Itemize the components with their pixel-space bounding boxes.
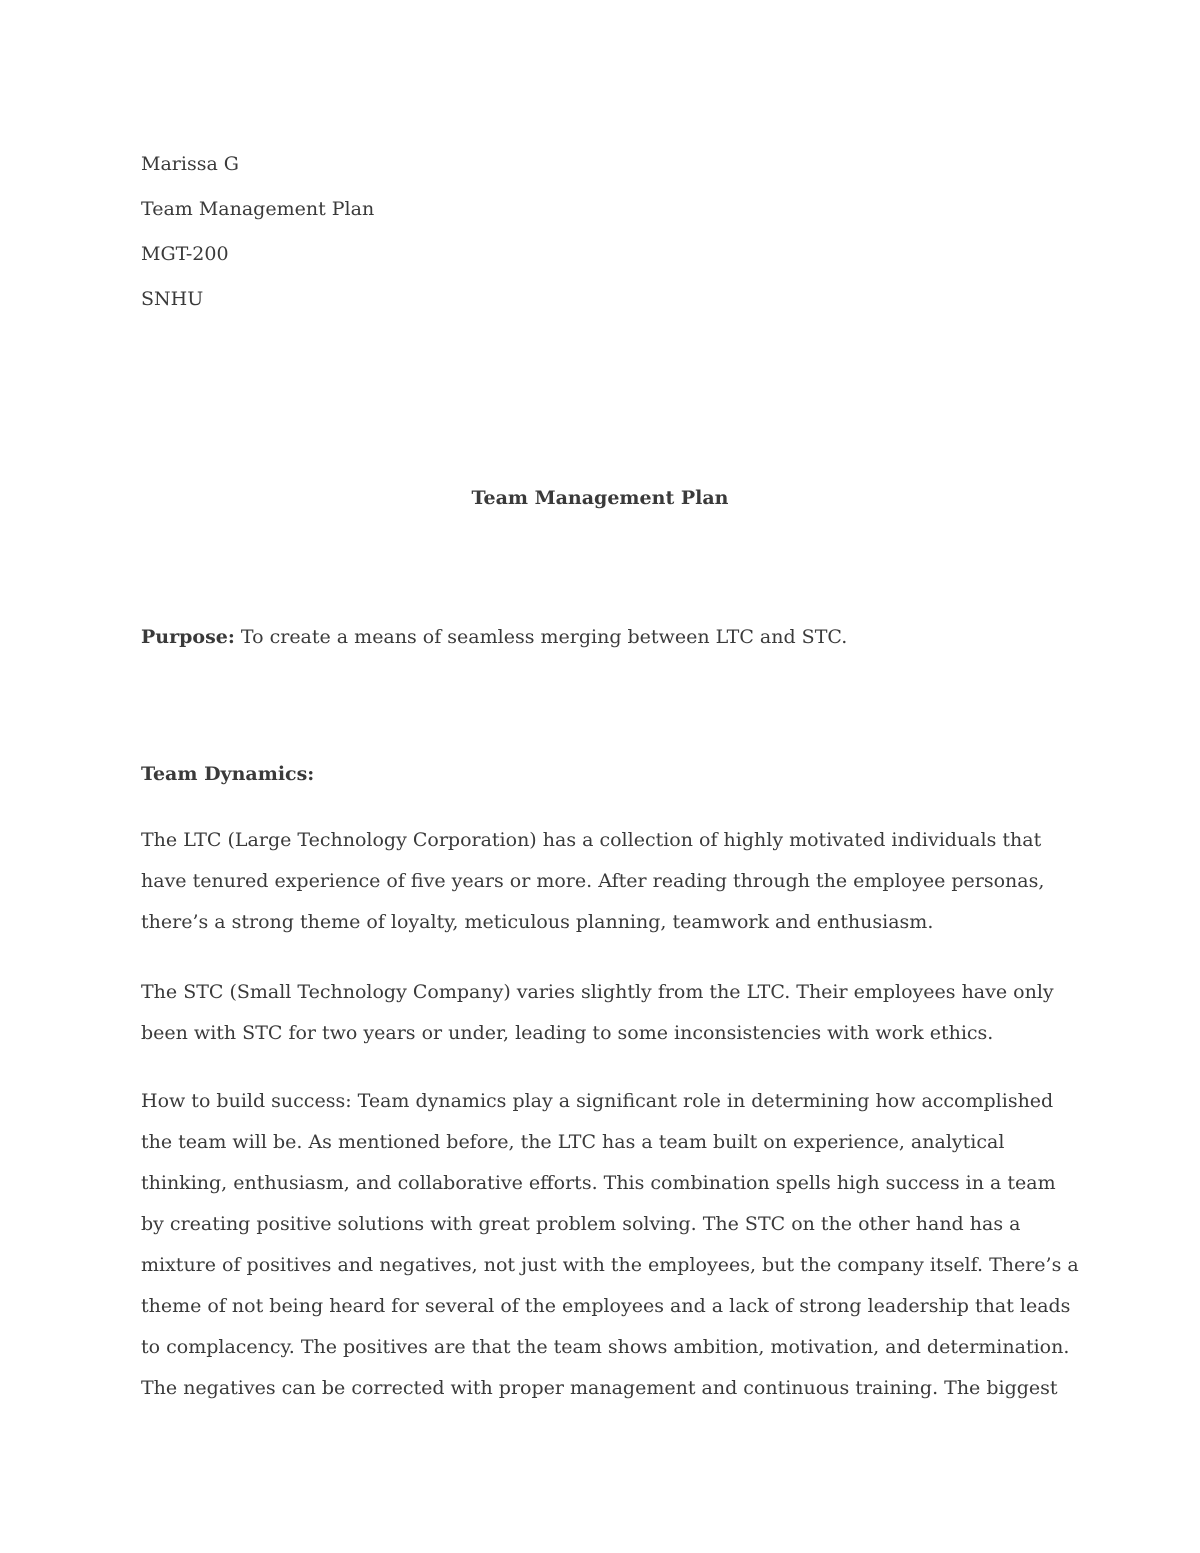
course-code: MGT-200 [141,243,229,265]
purpose-statement [141,621,1071,653]
document-header [141,142,1061,322]
school-name: SNHU [141,288,204,310]
document-title: Team Management Plan [471,487,729,509]
paragraph-line: How to build success: Team dynamics play a significant role in determining how accomplished [141,1090,1054,1112]
paragraph-ltc [141,820,1081,943]
purpose-label: Purpose: [141,626,235,648]
paragraph-line: to complacency. The positives are that the team shows ambition, motivation, and determination. [141,1336,1070,1358]
team-dynamics-heading: Team Dynamics: [141,763,315,785]
paragraph-line: mixture of positives and negatives, not just with the employees, but the company itself. There’s a [141,1254,1079,1276]
paragraph-line: thinking, enthusiasm, and collaborative efforts. This combination spells high success in a team [141,1172,1056,1194]
paragraph-line: The STC (Small Technology Company) varies slightly from the LTC. Their employees have only [141,981,1054,1003]
paragraph-line: the team will be. As mentioned before, the LTC has a team built on experience, analytical [141,1131,1005,1153]
paragraph-line: there’s a strong theme of loyalty, meticulous planning, teamwork and enthusiasm. [141,911,934,933]
header-document-name: Team Management Plan [141,198,375,220]
author-name: Marissa G [141,153,239,175]
paragraph-line: The LTC (Large Technology Corporation) has a collection of highly motivated individuals that [141,829,1042,851]
paragraph-line: been with STC for two years or under, leading to some inconsistencies with work ethics. [141,1022,994,1044]
paragraph-line: theme of not being heard for several of the employees and a lack of strong leadership that leads [141,1295,1071,1317]
paragraph-stc [141,972,1081,1054]
paragraph-build-success [141,1081,1081,1409]
paragraph-line: by creating positive solutions with great problem solving. The STC on the other hand has a [141,1213,1021,1235]
paragraph-line: have tenured experience of five years or more. After reading through the employee personas, [141,870,1045,892]
paragraph-line: The negatives can be corrected with proper management and continuous training. The biggest [141,1377,1058,1399]
purpose-text: To create a means of seamless merging between LTC and STC. [234,626,848,648]
